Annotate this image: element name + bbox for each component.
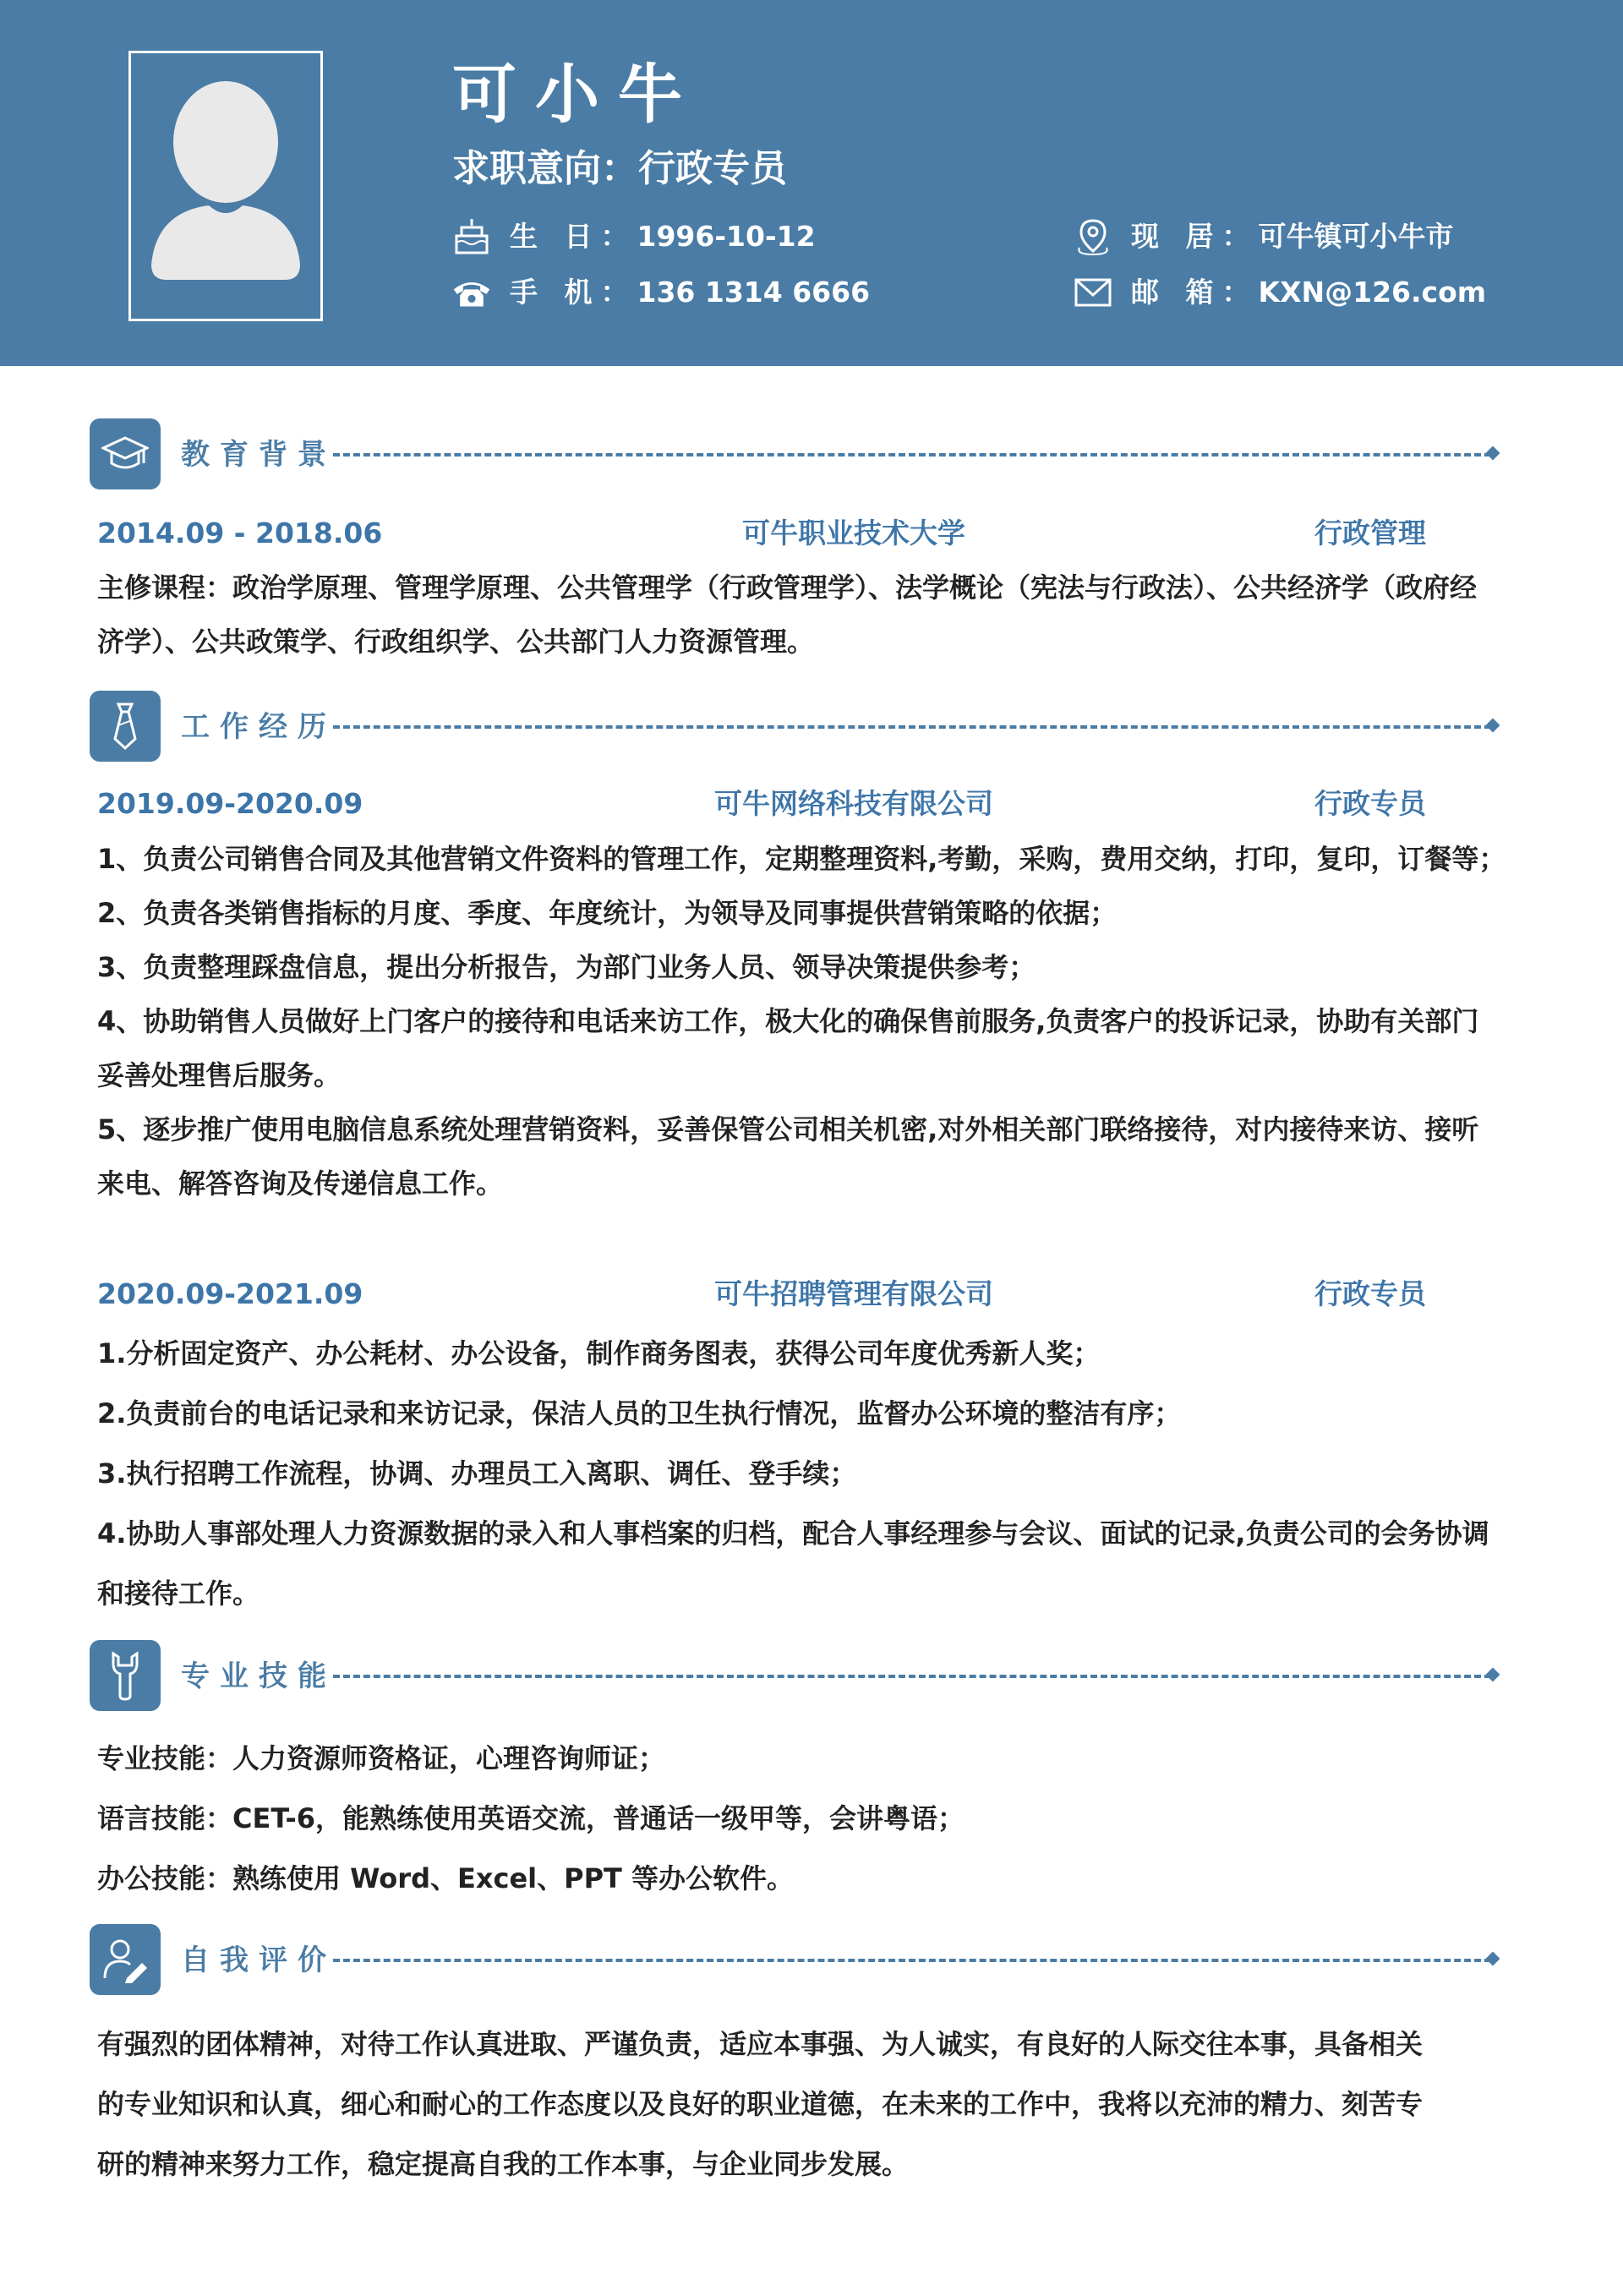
header-banner xyxy=(0,0,1623,366)
duty-line: 3、负责整理踩盘信息，提出分析报告，为部门业务人员、领导决策提供参考； xyxy=(97,951,1036,983)
self-evaluation xyxy=(97,2014,1517,2195)
section-work-header xyxy=(90,691,1510,763)
work1-company: 可牛网络科技有限公司 xyxy=(714,787,993,820)
wrench-icon xyxy=(90,1640,161,1711)
divider-end-diamond xyxy=(1486,719,1500,733)
phone-info xyxy=(452,273,870,312)
dashed-divider xyxy=(333,453,1491,456)
duty-line: 1.分析固定资产、办公耗材、办公设备，制作商务图表，获得公司年度优秀新人奖； xyxy=(97,1337,1101,1369)
residence-value: 可牛镇可小牛市 xyxy=(1258,220,1454,253)
work2-company: 可牛招聘管理有限公司 xyxy=(714,1277,993,1310)
duty-line: 妥善处理售后服务。 xyxy=(97,1059,342,1091)
divider-end-diamond xyxy=(1486,1668,1500,1682)
section-title: 自我评价 xyxy=(181,1943,336,1977)
dashed-divider xyxy=(333,1959,1491,1962)
work1-period: 2019.09-2020.09 xyxy=(97,787,363,820)
location-pin-icon xyxy=(1074,217,1112,256)
job-intent: 求职意向：行政专员 xyxy=(452,147,787,190)
photo-frame xyxy=(128,51,323,321)
divider-end-diamond xyxy=(1486,446,1500,461)
avatar-icon xyxy=(141,70,310,307)
self-line: 的专业知识和认真，细心和耐心的工作态度以及良好的职业道德，在未来的工作中，我将以充沛的精力、刻苦专 xyxy=(97,2088,1424,2120)
duty-line: 和接待工作。 xyxy=(97,1577,260,1610)
edu-school: 可牛职业技术大学 xyxy=(742,517,965,549)
birth-label: 生 日： xyxy=(510,220,637,253)
work2-period: 2020.09-2021.09 xyxy=(97,1277,363,1310)
section-education-header xyxy=(90,418,1510,491)
work1-role: 行政专员 xyxy=(1314,787,1426,820)
skill-line: 语言技能：CET-6，能熟练使用英语交流，普通话一级甲等，会讲粤语； xyxy=(97,1802,965,1834)
email-info xyxy=(1074,273,1486,312)
person-edit-icon xyxy=(90,1924,161,1995)
dashed-divider xyxy=(333,725,1491,729)
duty-line: 2、负责各类销售指标的月度、季度、年度统计，为领导及同事提供营销策略的依据； xyxy=(97,897,1118,929)
skills-list xyxy=(97,1729,1517,1909)
birth-info xyxy=(452,217,816,256)
duty-line: 4、协助销售人员做好上门客户的接待和电话来访工作，极大化的确保售前服务,负责客户的投诉记录，协助有关部门 xyxy=(97,1005,1479,1037)
birth-value: 1996-10-12 xyxy=(637,220,816,253)
section-self-header xyxy=(90,1924,1510,1997)
phone-label: 手 机： xyxy=(510,276,637,309)
section-title: 教育背景 xyxy=(181,438,336,472)
self-line: 有强烈的团体精神，对待工作认真进取、严谨负责，适应本事强、为人诚实，有良好的人际交往本事，具备相关 xyxy=(97,2028,1424,2060)
section-skills-header xyxy=(90,1640,1510,1713)
telephone-icon xyxy=(452,273,491,312)
section-title: 专业技能 xyxy=(181,1659,336,1693)
edu-period: 2014.09 - 2018.06 xyxy=(97,517,383,549)
work1-duties xyxy=(97,832,1517,1211)
skill-line: 专业技能：人力资源师资格证，心理咨询师证； xyxy=(97,1742,666,1774)
self-line: 研的精神来努力工作，稳定提高自我的工作本事，与企业同步发展。 xyxy=(97,2148,910,2180)
duty-line: 3.执行招聘工作流程，协调、办理员工入离职、调任、登手续； xyxy=(97,1457,857,1490)
cake-icon xyxy=(452,217,491,256)
edu-courses xyxy=(97,560,1517,669)
email-label: 邮 箱： xyxy=(1131,276,1259,309)
text-line: 济学）、公共政策学、行政组织学、公共部门人力资源管理。 xyxy=(97,626,815,658)
necktie-icon xyxy=(90,691,161,762)
residence-info xyxy=(1074,217,1454,256)
duty-line: 5、逐步推广使用电脑信息系统处理营销资料，妥善保管公司相关机密,对外相关部门联络接待，对内接待来访、接听 xyxy=(97,1113,1479,1145)
work2-role: 行政专员 xyxy=(1314,1277,1426,1310)
email-value: KXN@126.com xyxy=(1258,276,1487,309)
divider-end-diamond xyxy=(1486,1952,1500,1966)
text-line: 主修课程：政治学原理、管理学原理、公共管理学（行政管理学）、法学概论（宪法与行政法）、公共经济学（政府经 xyxy=(97,571,1478,604)
work2-duties xyxy=(97,1324,1517,1624)
duty-line: 4.协助人事部处理人力资源数据的录入和人事档案的归档，配合人事经理参与会议、面试的记录,负责公司的会务协调 xyxy=(97,1517,1489,1550)
duty-line: 来电、解答咨询及传递信息工作。 xyxy=(97,1167,504,1200)
residence-label: 现 居： xyxy=(1131,220,1259,253)
duty-line: 1、负责公司销售合同及其他营销文件资料的管理工作，定期整理资料,考勤，采购，费用交纳，打印，复印，订餐等； xyxy=(97,843,1506,875)
section-title: 工作经历 xyxy=(181,710,336,744)
envelope-icon xyxy=(1074,273,1112,312)
skill-line: 办公技能：熟练使用 Word、Excel、PPT 等办公软件。 xyxy=(97,1862,794,1894)
phone-value: 136 1314 6666 xyxy=(637,276,871,309)
graduation-cap-icon xyxy=(90,418,161,489)
candidate-name: 可小牛 xyxy=(452,57,701,132)
duty-line: 2.负责前台的电话记录和来访记录，保洁人员的卫生执行情况，监督办公环境的整洁有序； xyxy=(97,1397,1182,1430)
edu-major: 行政管理 xyxy=(1314,517,1426,549)
dashed-divider xyxy=(333,1675,1491,1678)
